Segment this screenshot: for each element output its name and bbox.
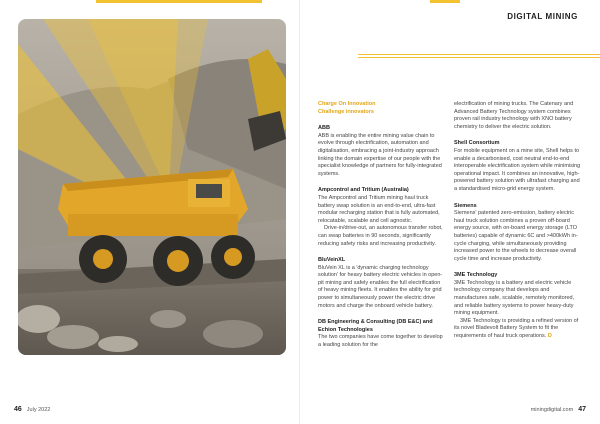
- entry-heading-ampcontrol: Ampcontrol and Tritium (Australia): [318, 187, 409, 194]
- page-gutter: [299, 0, 300, 424]
- entry-body-db-engineering: The two companies have come together to develop a leading solution for the: [318, 334, 443, 349]
- issue-date: July 2022: [26, 407, 51, 413]
- article-end-mark: D: [547, 333, 552, 340]
- entry-body-3me: 3ME Technology is a battery and electric vehicle technology company that develops and manufactures safe, scalable, remotely monitored, and reliable battery systems to power heavy-duty mining equipment.: [454, 279, 575, 317]
- entry-body-shell: For mobile equipment on a mine site, Shell helps to enable a decarbonised, cost neutral end-to-end interoperable electrification system while minimising operational impact. It combines an innovative, high-powered battery solution with ultrafast charging and a standardised micro-grid energy system.: [454, 147, 581, 192]
- entry-heading-bluvein: BluVeinXL: [318, 257, 346, 264]
- site-url: miningdigital.com: [530, 407, 574, 413]
- entry-body-ampcontrol-2: Drive-in/drive-out, an autonomous transfer robot, can swap batteries in 90 seconds, significantly reducing safety risks and increasing productivity.: [318, 225, 443, 247]
- article-column-left: [318, 101, 446, 350]
- mining-haul-truck-photo: [18, 19, 286, 355]
- page-number-right: 47: [578, 406, 586, 413]
- page-number-left: 46: [14, 406, 22, 413]
- top-accent-strip-right: [430, 0, 460, 3]
- publication-header: DIGITAL MINING: [507, 12, 578, 21]
- entry-body-abb: ABB is enabling the entire mining value chain to evolve through electrification, automation and digitalisation, embracing a joint-industry approach linking the domain expertise of our people with the specialist knowledge of partners for fully-integrated systems.: [318, 132, 442, 177]
- entry-body-3me-2: 3ME Technology is providing a refined version of its novel Bladevolt Battery System to fit the requirements of haul truck operations. D: [454, 317, 579, 340]
- entry-heading-db-engineering: DB Engineering & Consulting (DB E&C) and Echion Technologies: [318, 319, 433, 333]
- entry-heading-shell: Shell Consortium: [454, 140, 500, 147]
- entry-body-siemens: Siemens' patented zero-emission, battery electric haul truck solution combines a proven off-board energy source, with on-board energy storage (LTO batteries) capable of dynamic 6C and >400kWh in-cycle charging, while simultaneously providing increased power to the wheels to decrease overall cycle time and increase productivity.: [454, 210, 578, 262]
- footer-right: [531, 406, 586, 413]
- entry-heading-3me: 3ME Technology: [454, 272, 498, 279]
- entry-body-ampcontrol: The Ampcontrol and Tritium mining haul truck battery swap solution is an end-to-end, ultra-fast modular recharging station that is fully automated, relocatable, scalable and cell agnostic.: [318, 194, 440, 224]
- entry-body-db-engineering-cont: electrification of mining trucks. The Catenary and Advanced Battery Technology system combines proven rail industry technology with XNO battery chemistry to deliver the electric solution.: [454, 101, 574, 130]
- lead-heading: Charge On Innovation Challenge innovators: [318, 101, 376, 115]
- entry-heading-abb: ABB: [318, 125, 330, 132]
- footer-left: [14, 406, 50, 413]
- entry-heading-siemens: Siemens: [454, 202, 477, 209]
- top-accent-strip: [96, 0, 262, 3]
- entry-body-bluvein: BluVein XL is a 'dynamic charging technology solution' for heavy battery electric vehicles in open-pit mining and safely enables the full electrification of heavy mining fleets. It enables the ability for grid power to simultaneously power the electric drive motors and charge the onboard vehicle battery.: [318, 264, 443, 309]
- article-column-right: [454, 101, 584, 341]
